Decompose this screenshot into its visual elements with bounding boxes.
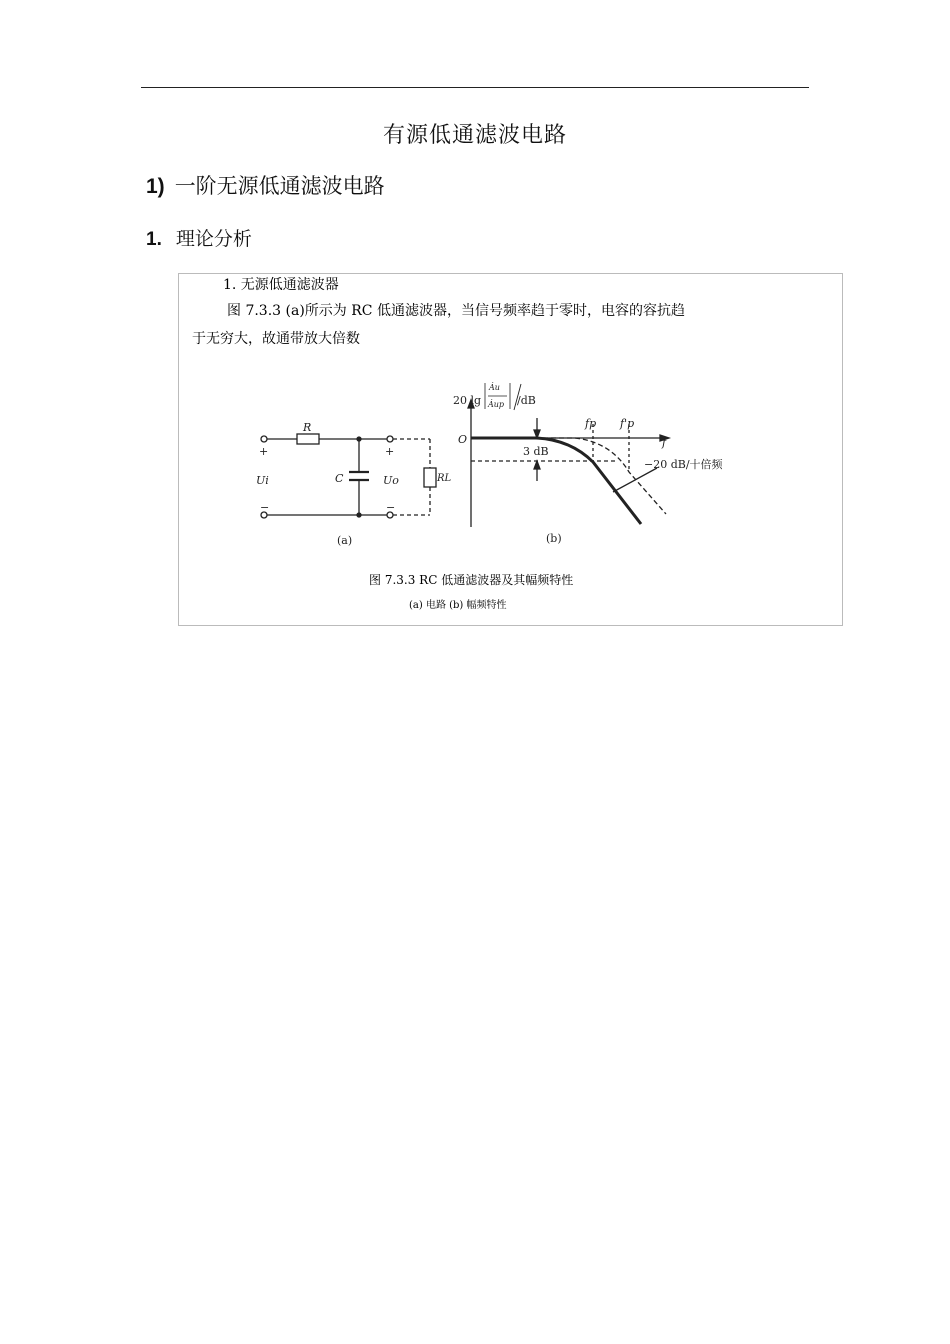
slope-leader bbox=[613, 468, 657, 492]
plot-xlabel: f bbox=[662, 436, 667, 449]
plot-origin: O bbox=[458, 433, 468, 446]
plot-fp: fp bbox=[585, 417, 597, 430]
figure-svg bbox=[179, 274, 844, 627]
label-uo: Uo bbox=[383, 474, 399, 487]
plot-3db-label: 3 dB bbox=[523, 445, 549, 458]
section-label: 一阶无源低通滤波电路 bbox=[174, 174, 385, 198]
magnitude-plot bbox=[468, 400, 669, 527]
subsection-number: 1. bbox=[146, 229, 162, 250]
input-terminal-top bbox=[261, 436, 267, 442]
circuit-tag: (a) bbox=[337, 534, 353, 547]
plot-tag: (b) bbox=[546, 532, 562, 545]
figure-heading: 1. 无源低通滤波器 bbox=[223, 277, 339, 293]
label-c: C bbox=[335, 472, 344, 485]
header-rule bbox=[141, 87, 809, 88]
label-plus-in: + bbox=[259, 445, 269, 458]
figure-paragraph-line2: 于无穷大，故通带放大倍数 bbox=[192, 331, 360, 347]
plot-fp-prime: f'p bbox=[620, 417, 635, 430]
label-minus-out: − bbox=[386, 501, 396, 514]
label-plus-out: + bbox=[385, 445, 395, 458]
label-r: R bbox=[303, 421, 312, 434]
plot-ylabel-suffix: /dB bbox=[517, 394, 536, 407]
subsection-heading bbox=[146, 224, 252, 251]
section-number: 1) bbox=[146, 175, 165, 198]
figure-paragraph-line1: 图 7.3.3 (a)所示为 RC 低通滤波器，当信号频率趋于零时，电容的容抗趋 bbox=[227, 303, 685, 319]
svg-text:Ȧup: Ȧup bbox=[488, 400, 505, 409]
resistor-r bbox=[297, 434, 319, 444]
subsection-label: 理论分析 bbox=[175, 228, 252, 250]
label-minus-in: − bbox=[260, 501, 270, 514]
label-rl: RL bbox=[437, 473, 452, 484]
response-curve-shifted bbox=[471, 438, 666, 514]
svg-text:Ȧu: Ȧu bbox=[489, 383, 500, 392]
section-heading bbox=[146, 170, 385, 200]
circuit-diagram bbox=[261, 434, 436, 518]
plot-slope-label: −20 dB/十倍频 bbox=[644, 458, 723, 471]
figure-subcaption: (a) 电路 (b) 幅频特性 bbox=[409, 600, 507, 611]
load-resistor-rl bbox=[424, 468, 436, 487]
label-ui: Ui bbox=[256, 474, 269, 487]
response-curve bbox=[471, 438, 641, 524]
figure-caption: 图 7.3.3 RC 低通滤波器及其幅频特性 bbox=[369, 573, 574, 587]
figure-image bbox=[178, 273, 843, 626]
page-title: 有源低通滤波电路 bbox=[382, 123, 567, 148]
output-terminal-top bbox=[387, 436, 393, 442]
plot-ylabel-prefix: 20 lg bbox=[453, 394, 482, 407]
